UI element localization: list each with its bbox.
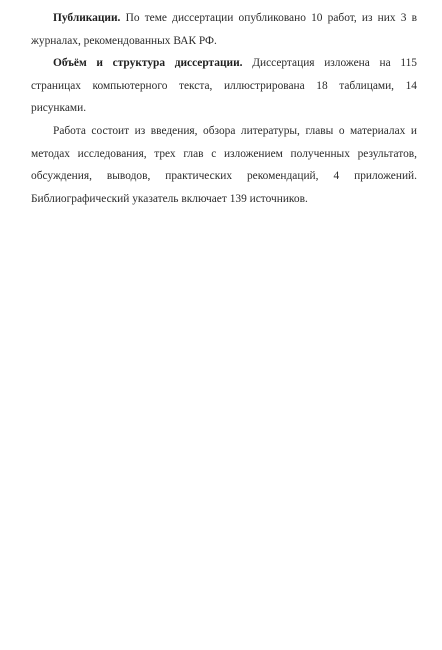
paragraph-text: страницах компьютерного текста, иллюстрирована 18 таблицами, 14: [31, 79, 417, 92]
paragraph-text: По теме диссертации опубликовано 10 работ, из них 3 в: [125, 12, 417, 24]
paragraph-text: методах исследования, трех глав с изложением полученных результатов,: [31, 147, 417, 160]
paragraph-text: Работа состоит из введения, обзора литературы, главы о материалах и: [53, 124, 417, 137]
paragraph-line: [31, 120, 417, 143]
paragraph-line: [31, 75, 417, 98]
paragraph-line: [31, 7, 417, 30]
paragraph-text: Библиографический указатель включает 139 источников.: [31, 192, 308, 205]
paragraph-publications: [31, 7, 417, 52]
paragraph-line: [31, 165, 417, 188]
paragraph-text: обсуждения, выводов, практических рекомендаций, 4 приложений.: [31, 170, 417, 183]
heading-publications: Публикации.: [53, 12, 121, 24]
document-page: [31, 7, 417, 210]
paragraph-line: [31, 97, 417, 120]
paragraph-text: Диссертация изложена на 115: [252, 57, 417, 70]
paragraph-text: рисунками.: [31, 102, 87, 115]
paragraph-text: журналах, рекомендованных ВАК РФ.: [31, 34, 217, 47]
paragraph-line: [31, 52, 417, 75]
paragraph-contents: [31, 120, 417, 210]
paragraph-line: [31, 143, 417, 166]
paragraph-line: [31, 30, 417, 53]
paragraph-line: [31, 188, 417, 211]
heading-structure: Объём и структура диссертации.: [53, 57, 243, 70]
paragraph-structure: [31, 52, 417, 120]
